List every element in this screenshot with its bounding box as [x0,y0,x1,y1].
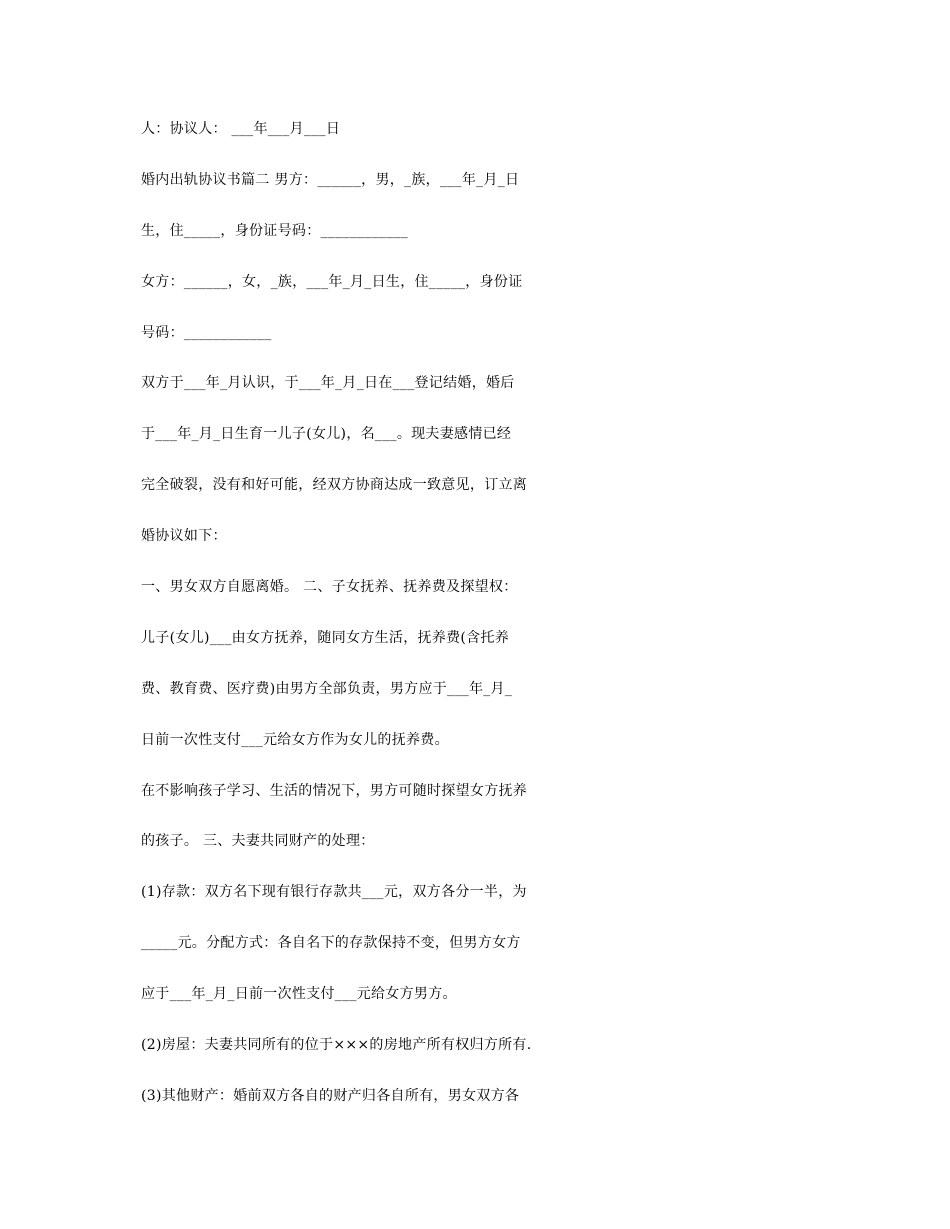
text-line: 费、教育费、医疗费)由男方全部负责，男方应于___年_月_ [141,681,513,697]
text-line: 在不影响孩子学习、生活的情况下，男方可随时探望女方抚养 [141,783,528,799]
text-line: 于___年_月_日生育一儿子(女儿)，名___。现夫妻感情已经 [141,426,512,442]
text-line: 女方：______，女，_族，___年_月_日生，住_____，身份证 [141,274,523,290]
text-line: 的孩子。 三、夫妻共同财产的处理： [141,833,375,849]
text-line: 日前一次性支付___元给女方作为女儿的抚养费。 [141,732,449,748]
text-line: 完全破裂，没有和好可能，经双方协商达成一致意见，订立离 [141,477,528,493]
text-line: 应于___年_月_日前一次性支付___元给女方男方。 [141,986,457,1002]
text-line: 婚协议如下： [141,528,227,544]
text-line: (3)其他财产：婚前双方各自的财产归各自所有，男女双方各 [141,1088,520,1104]
text-line: _____元。分配方式：各自名下的存款保持不变，但男方女方 [141,935,521,951]
text-line: 婚内出轨协议书篇二 男方：______，男，_族，___年_月_日 [141,172,520,188]
text-line: (2)房屋：夫妻共同所有的位于×××的房地产所有权归方所有. [141,1037,532,1053]
text-line: 人：协议人： ___年___月___日 [141,121,341,137]
text-line: 生，住_____，身份证号码：____________ [141,223,409,239]
text-line: (1)存款：双方名下现有银行存款共___元，双方各分一半，为 [141,884,527,900]
text-line: 双方于___年_月认识，于___年_月_日在___登记结婚，婚后 [141,375,515,391]
text-line: 号码：____________ [141,325,272,341]
text-line: 一、男女双方自愿离婚。 二、子女抚养、抚养费及探望权： [141,579,518,595]
text-line: 儿子(女儿)___由女方抚养，随同女方生活，抚养费(含托养 [141,630,510,646]
